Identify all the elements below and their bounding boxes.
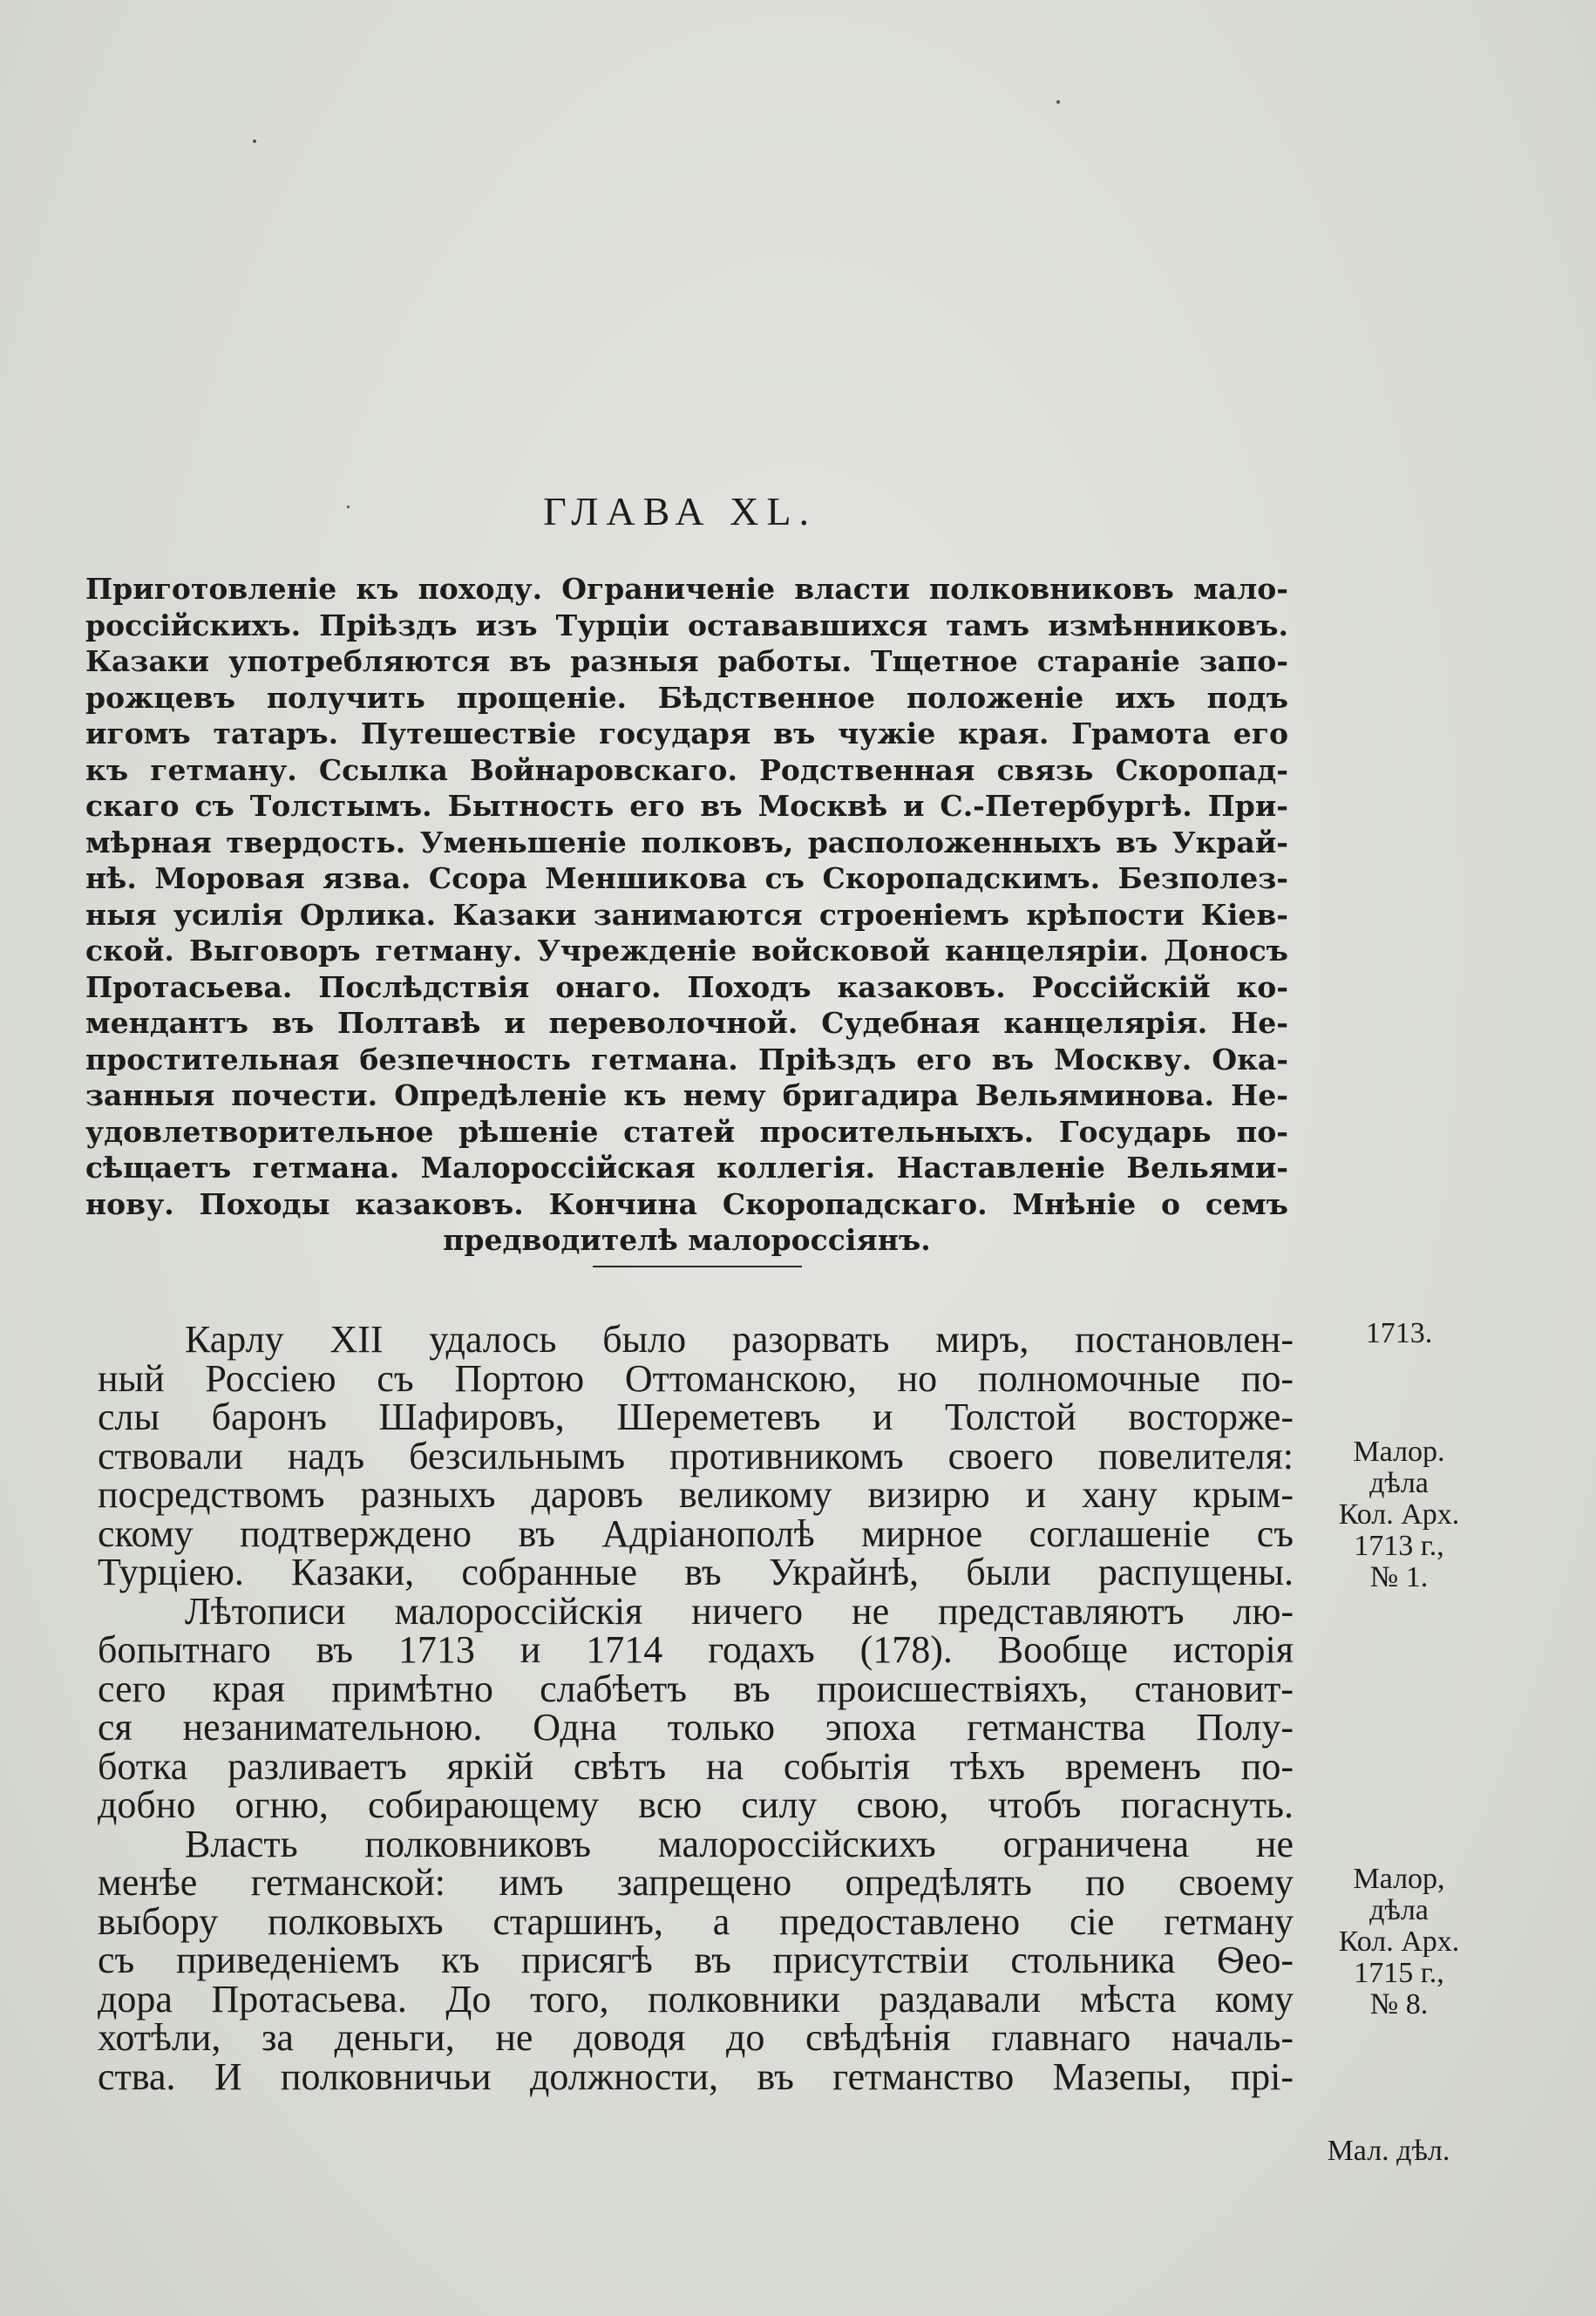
summary-line: скаго съ Толстымъ. Бытность его въ Москвѣ и С.-Петербургѣ. При- [85,789,1288,823]
summary-line: предводителѣ малороссіянъ. [443,1223,931,1257]
body-text [98,1318,1294,2098]
chapter-title: ГЛАВА XL. [543,489,817,533]
body-line: Лѣтописи малороссійскія ничего не представляютъ лю- [185,1589,1294,1633]
body-line: съ приведеніемъ къ присягѣ въ присутствіи стольника Ѳео- [98,1939,1294,1981]
body-line: выбору полковыхъ старшинъ, а предоставлено сіе гетману [98,1899,1294,1943]
body-line: скому подтверждено въ Адріанополѣ мирное соглашеніе съ [98,1511,1294,1555]
body-line: слы баронъ Шафировъ, Шереметевъ и Толстой восторже- [98,1396,1294,1438]
margin-note-archive-3: Мал. дѣл. [1327,2135,1450,2167]
summary-line: игомъ татаръ. Путешествіе государя въ чужіе края. Грамота его [85,717,1288,750]
summary-line: ской. Выговоръ гетману. Учрежденіе войсковой канцеляріи. Доносъ [85,934,1288,968]
body-line: ный Россіею съ Портою Оттоманскою, но полномочные по- [98,1356,1294,1400]
summary-line: Протасьева. Послѣдствія онаго. Походъ казаковъ. Россійскій ко- [85,969,1288,1004]
summary-line: россійскихъ. Пріѣздъ изъ Турціи остававшихся тамъ измѣнниковъ. [85,608,1288,642]
body-line: менѣе гетманской: имъ запрещено опредѣлять по своему [98,1861,1294,1904]
body-line: Карлу XII удалось было разорвать миръ, постановлен- [185,1318,1294,1361]
summary-line: нѣ. Моровая язва. Ссора Меншикова съ Скоропадскимъ. Безполез- [85,861,1288,895]
body-line: ствовали надъ безсильнымъ противникомъ своего повелителя: [98,1434,1294,1477]
body-line: ства. И полковничьи должности, въ гетманство Мазепы, прі- [98,2055,1294,2098]
ink-speck [1056,100,1060,104]
section-divider [593,1266,802,1267]
summary-line: простительная безпечность гетмана. Пріѣздъ его въ Москву. Ока- [85,1042,1288,1076]
summary-line: мѣрная твердость. Уменьшеніе полковъ, расположенныхъ въ Украй- [85,825,1288,859]
body-line: добно огню, собирающему всю силу свою, чтобъ погаснуть. [98,1783,1294,1826]
summary-line: сѣщаетъ гетмана. Малороссійская коллегія. Наставленіе Вельями- [85,1151,1288,1185]
body-line: хотѣли, за деньги, не доводя до свѣдѣнія главнаго началь- [98,2016,1294,2059]
body-line: дора Протасьева. До того, полковники раздавали мѣста кому [98,1977,1294,2021]
body-line: Турціею. Казаки, собранные въ Украйнѣ, были распущены. [98,1551,1294,1593]
chapter-summary [85,571,1288,1259]
margin-note-archive-1: Малор. дѣла Кол. Арх. 1713 г., № 1. [1338,1436,1460,1593]
body-line: Власть полковниковъ малороссійскихъ ограничена не [185,1822,1294,1865]
summary-line: рожцевъ получить прощеніе. Бѣдственное положеніе ихъ подъ [85,680,1288,715]
summary-line: Приготовленіе къ походу. Ограниченіе власти полковниковъ мало- [85,572,1288,606]
summary-line: занныя почести. Опредѣленіе къ нему бригадира Вельяминова. Не- [85,1078,1288,1112]
body-line: ся незанимательною. Одна только эпоха гетманства Полу- [98,1706,1294,1749]
summary-line: мендантъ въ Полтавѣ и переволочной. Судебная канцелярія. Не- [85,1006,1288,1040]
body-line: сего края примѣтно слабѣетъ въ происшествіяхъ, становит- [98,1667,1294,1710]
summary-line: нову. Походы казаковъ. Кончина Скоропадскаго. Мнѣніе о семъ [85,1186,1288,1221]
margin-note-archive-2: Малор, дѣла Кол. Арх. 1715 г., № 8. [1338,1863,1460,2021]
body-line: ботка разливаетъ яркій свѣтъ на событія тѣхъ временъ по- [98,1744,1294,1788]
ink-speck [253,139,256,143]
summary-line: удовлетворительное рѣшеніе статей просительныхъ. Государь по- [85,1114,1288,1149]
margin-note-year: 1713. [1365,1317,1433,1349]
summary-line: ныя усилія Орлика. Казаки занимаются строеніемъ крѣпости Кіев- [85,897,1288,932]
body-line: бопытнаго въ 1713 и 1714 годахъ (178). Вообще исторія [98,1628,1294,1671]
body-line: посредствомъ разныхъ даровъ великому визирю и хану крым- [98,1473,1294,1516]
summary-line: Казаки употребляются въ разныя работы. Тщетное стараніе запо- [85,644,1288,678]
summary-line: къ гетману. Ссылка Войнаровскаго. Родственная связь Скоропад- [85,752,1288,787]
